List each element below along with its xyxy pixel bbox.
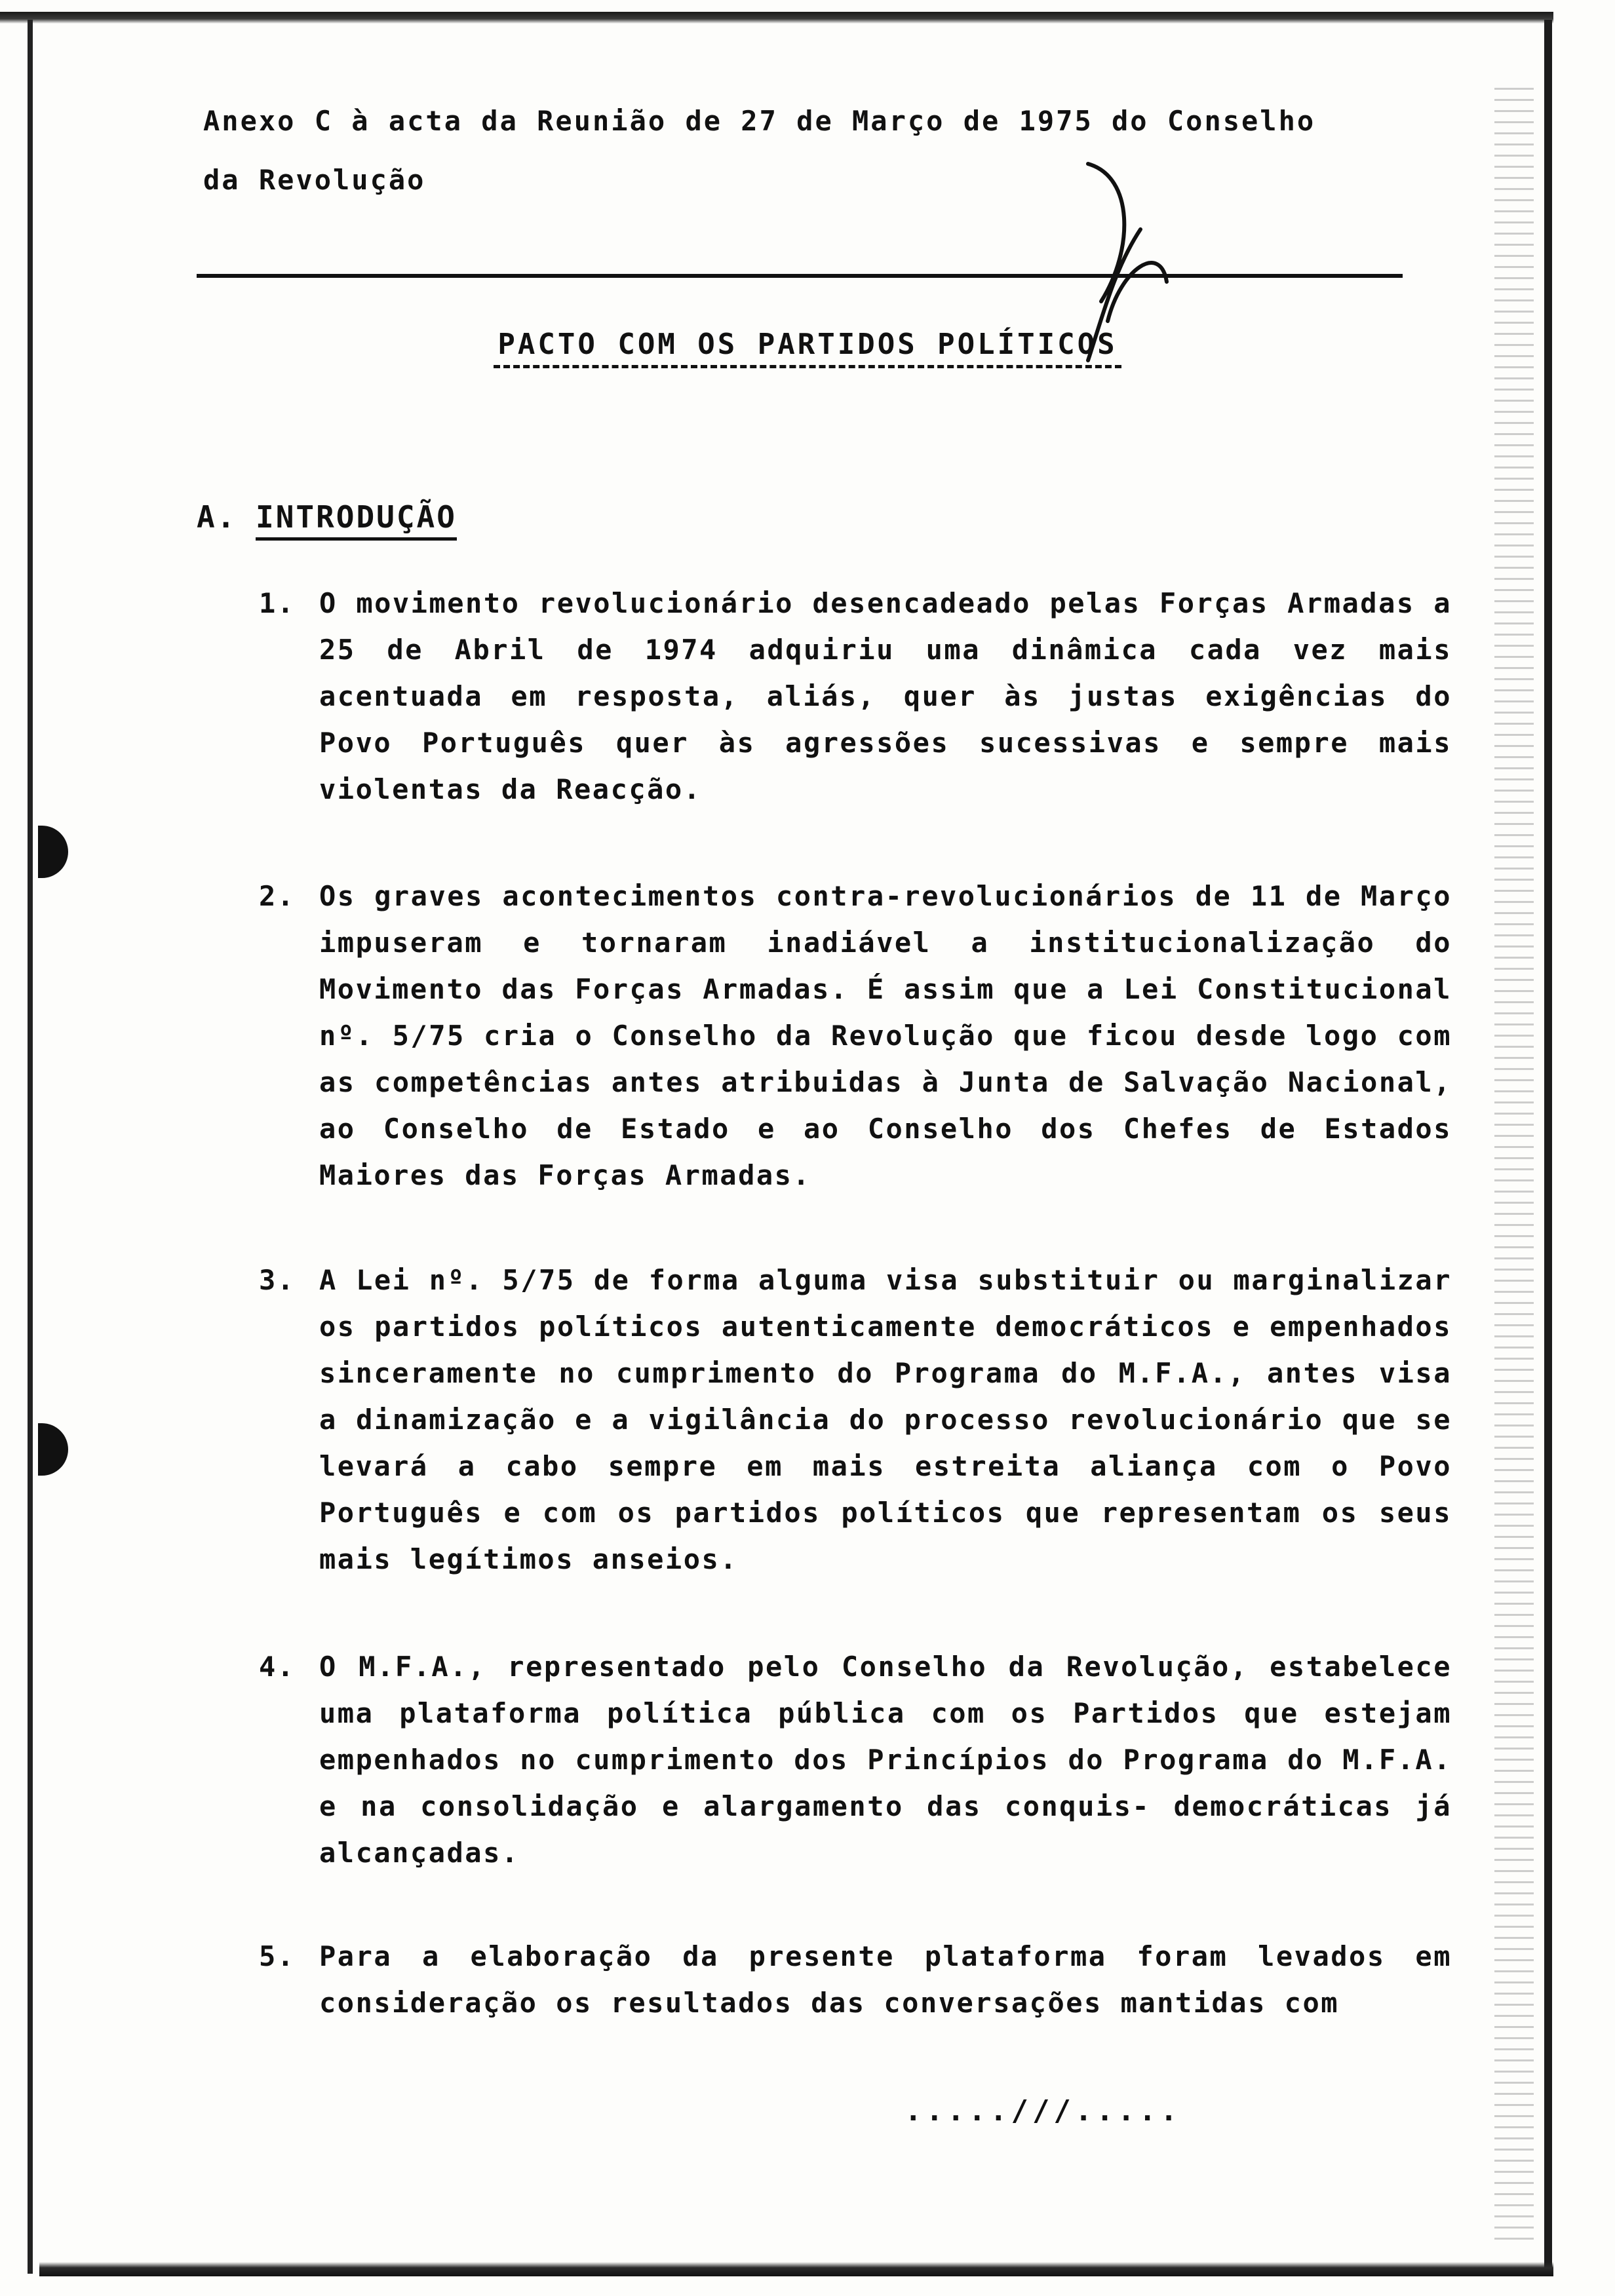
section-letter: A. xyxy=(197,499,237,535)
section-heading xyxy=(197,499,457,535)
document-header xyxy=(203,92,1383,210)
paragraph-number: 3. xyxy=(259,1264,296,1296)
punch-hole-upper xyxy=(38,826,68,878)
paragraph-text: Os graves acontecimentos contra-revolucionários de 11 de Março impuseram e tornaram inadiável a institucionalização do Movimento das Forças Armadas. É assim que a Lei Constitucional nº. 5/75 cria o Conselho da Revolução que ficou desde logo com as competências antes atribuidas à Junta de Salvação Nacional, ao Conselho de Estado e ao Conselho dos Chefes de Estados Maiores das Forças Armadas. xyxy=(319,880,1470,1191)
paragraph-number: 5. xyxy=(259,1940,296,1972)
paragraph-number: 2. xyxy=(259,880,296,912)
document-title-text: PACTO COM OS PARTIDOS POLÍTICOS xyxy=(494,328,1121,368)
paragraph-number: 4. xyxy=(259,1651,296,1683)
header-rule xyxy=(197,274,1403,278)
paragraph-2 xyxy=(259,873,1470,1198)
page-edge-bottom xyxy=(39,2262,1553,2276)
document-title xyxy=(0,328,1615,361)
punch-hole-lower xyxy=(38,1423,68,1476)
paragraph-4 xyxy=(259,1643,1470,1876)
paragraph-text: O movimento revolucionário desencadeado pelas Forças Armadas a 25 de Abril de 1974 adquiriu uma dinâmica cada vez mais acentuada em resposta, aliás, quer às justas exigências do Povo Português quer às agressões sucessivas e sempre mais violentas da Reacção. xyxy=(319,587,1470,805)
paragraph-text: A Lei nº. 5/75 de forma alguma visa substituir ou marginalizar os partidos políticos autenticamente democráticos e empenhados sinceramente no cumprimento do Programa do M.F.A., antes visa a dinamização e a vigilância do processo revolucionário que se levará a cabo sempre em mais estreita aliança com o Povo Português e com os partidos políticos que representam os seus mais legítimos anseios. xyxy=(319,1264,1470,1575)
section-title: INTRODUÇÃO xyxy=(256,499,457,541)
paragraph-text: Para a elaboração da presente plataforma foram levados em consideração os resultados das conversações mantidas com xyxy=(319,1940,1470,2019)
header-line-1: Anexo C à acta da Reunião de 27 de Março de 1975 do Conselho xyxy=(203,105,1316,137)
continuation-marker: .....///..... xyxy=(905,2094,1182,2128)
header-line-2: da Revolução xyxy=(203,164,426,196)
scan-noise xyxy=(1494,79,1534,2241)
paragraph-text: O M.F.A., representado pelo Conselho da Revolução, estabelece uma plataforma política pública com os Partidos que estejam empenhados no cumprimento dos Princípios do Programa do M.F.A. e na consolidação e alargamento das conquis- democráticas já alcançadas. xyxy=(319,1651,1470,1869)
paragraph-3 xyxy=(259,1257,1470,1582)
paragraph-number: 1. xyxy=(259,587,296,619)
paragraph-5 xyxy=(259,1933,1470,2026)
paragraph-1 xyxy=(259,580,1470,813)
page-edge-top xyxy=(0,12,1553,24)
